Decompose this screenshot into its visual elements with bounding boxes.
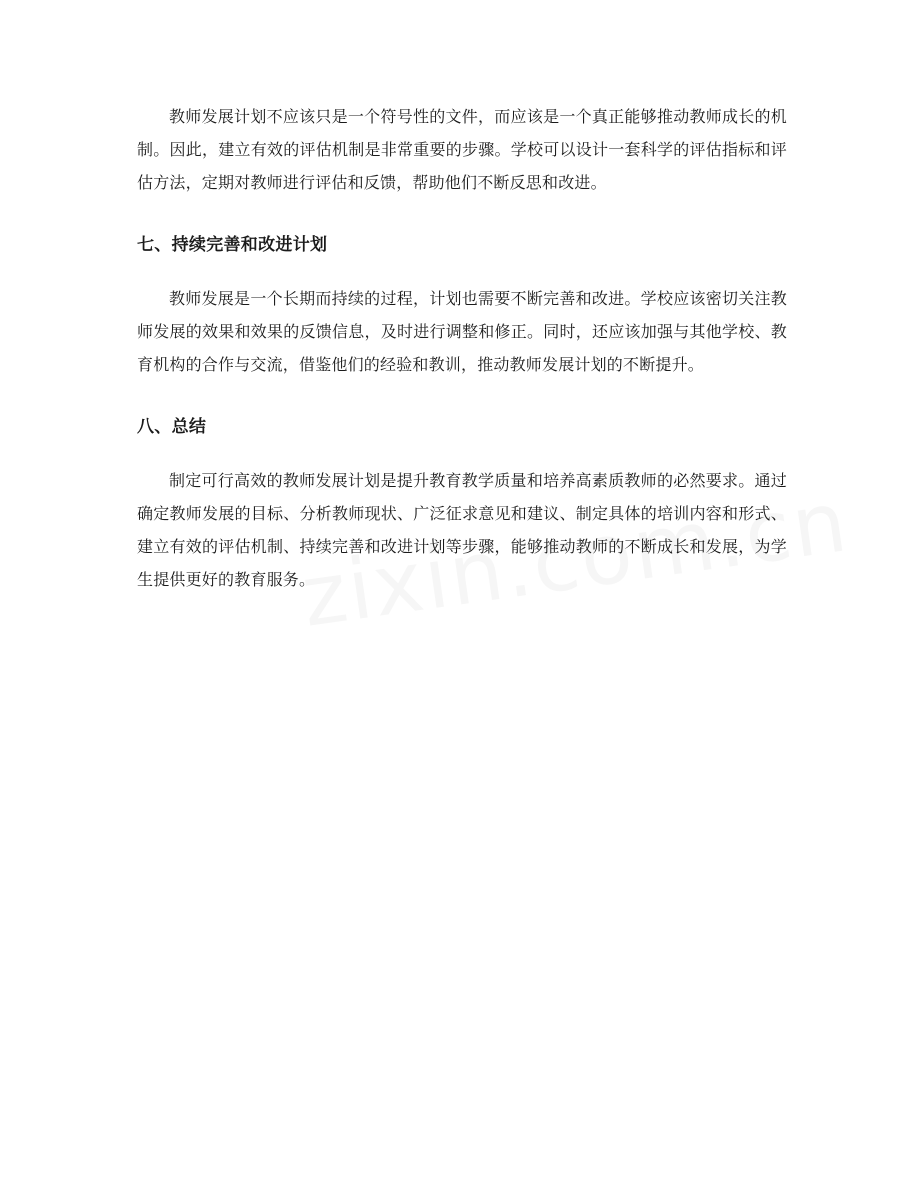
paragraph-evaluation: 教师发展计划不应该只是一个符号性的文件，而应该是一个真正能够推动教师成长的机制。因此，建立有效的评估机制是非常重要的步骤。学校可以设计一套科学的评估指标和评估方法，定期对教师进行评估和反馈，帮助他们不断反思和改进。: [137, 107, 787, 192]
section-heading-7: 七、持续完善和改进计划: [137, 235, 328, 255]
paragraph-continuous-improvement: 教师发展是一个长期而持续的过程，计划也需要不断完善和改进。学校应该密切关注教师发展的效果和效果的反馈信息，及时进行调整和修正。同时，还应该加强与其他学校、教育机构的合作与交流，借鉴他们的经验和教训，推动教师发展计划的不断提升。: [137, 289, 787, 374]
paragraph-summary: 制定可行高效的教师发展计划是提升教育教学质量和培养高素质教师的必然要求。通过确定教师发展的目标、分析教师现状、广泛征求意见和建议、制定具体的培训内容和形式、建立有效的评估机制、持续完善和改进计划等步骤，能够推动教师的不断成长和发展，为学生提供更好的教育服务。: [137, 471, 787, 589]
document-body: [137, 100, 787, 596]
section-heading-8: 八、总结: [137, 417, 207, 437]
